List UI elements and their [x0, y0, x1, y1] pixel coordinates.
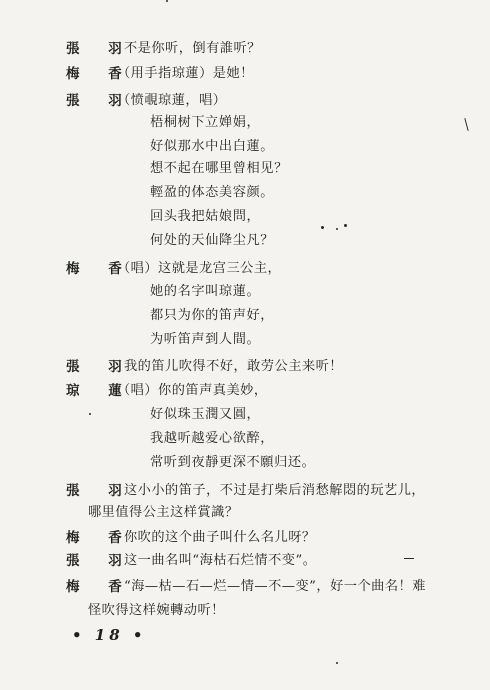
scan-speck [321, 226, 324, 229]
verse-line: 想不起在哪里曾相见？ [150, 161, 288, 176]
scan-speck [336, 228, 338, 230]
dialog-text: （唱）这就是龙宫三公主， [117, 261, 282, 276]
verse-line: 为听笛声到人間。 [150, 332, 261, 347]
speaker-label: 張 羽 [66, 553, 134, 569]
speaker-label: 梅 香 [66, 66, 134, 82]
verse-line: 好似那水中出白蓮。 [150, 139, 275, 154]
scan-speck [344, 224, 347, 227]
scan-speck [166, 0, 168, 2]
verse-line: 何处的天仙降尘凡？ [150, 233, 275, 248]
verse-line: 我越听越爱心欲醉， [150, 431, 275, 446]
verse-line: 梧桐树下立婵娟， [150, 115, 261, 130]
dialog-text: 你吹的这个曲子叫什么名儿呀？ [124, 530, 316, 545]
speaker-label: 琼 蓮 [66, 383, 134, 399]
speaker-label: 梅 香 [66, 261, 134, 277]
verse-line: 常听到夜靜更深不願归还。 [150, 455, 316, 470]
dialog-text: （用手指琼蓮）是她！ [117, 66, 254, 81]
verse-line: 都只为你的笛声好， [150, 308, 275, 323]
dialog-continuation: 怪吹得这样婉轉动听！ [88, 603, 225, 618]
speaker-label: 張 羽 [66, 41, 134, 57]
speaker-label: 張 羽 [66, 93, 134, 109]
scan-speck [336, 662, 338, 664]
dialog-text: （唱）你的笛声真美妙， [117, 383, 268, 398]
dialog-text: 这一曲名叫“海枯石烂情不变”。 [124, 553, 317, 568]
scan-mark [464, 118, 468, 131]
speaker-label: 梅 香 [66, 579, 134, 595]
dialog-text: 这小小的笛子，不过是打柴后消愁解悶的玩艺儿， [124, 483, 426, 498]
page-number: • 18 • [72, 626, 147, 644]
verse-line: 她的名字叫琼蓮。 [150, 284, 261, 299]
dialog-continuation: 哪里值得公主这样賞識？ [88, 505, 239, 520]
speaker-label: 張 羽 [66, 359, 134, 375]
speaker-label: 張 羽 [66, 483, 134, 499]
verse-line: 輕盈的体态美容颜。 [150, 185, 275, 200]
dialog-text: 我的笛儿吹得不好，敢劳公主来听！ [124, 359, 343, 374]
speaker-label: 梅 香 [66, 530, 134, 546]
scan-speck [89, 413, 91, 415]
dialog-text: （愤覗琼蓮，唱） [117, 93, 227, 108]
dialog-text: “海—枯—石—烂—情—不—变”，好一个曲名！难 [124, 579, 426, 594]
verse-line: 好似珠玉潤又圓， [150, 407, 261, 422]
scan-mark [404, 558, 414, 559]
verse-line: 回头我把姑娘問， [150, 209, 261, 224]
dialog-text: 不是你听，倒有誰听？ [124, 41, 261, 56]
